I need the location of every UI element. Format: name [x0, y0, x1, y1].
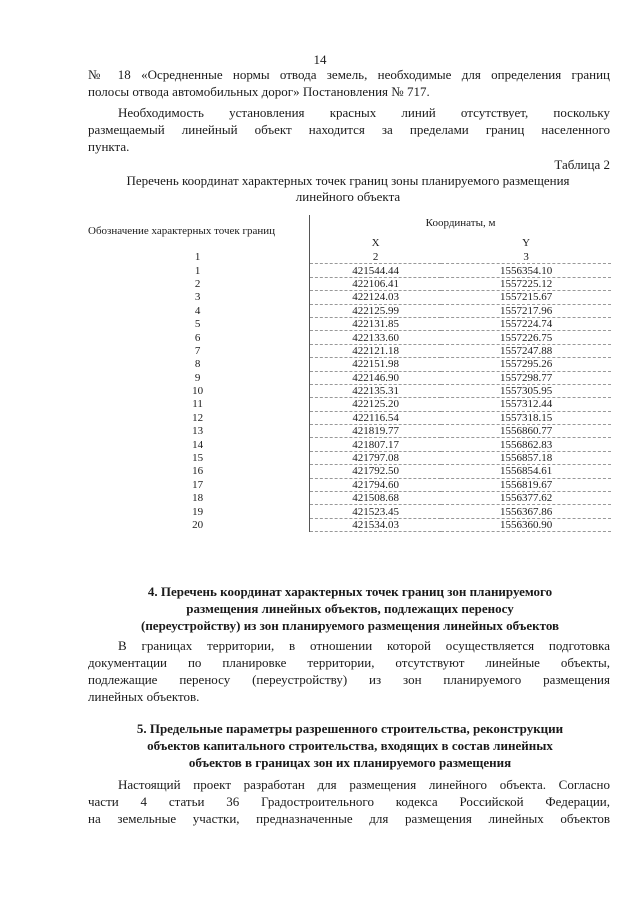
- table-row: [86, 411, 611, 424]
- point-number-cell: 20: [86, 518, 310, 531]
- point-number-cell: 17: [86, 478, 310, 491]
- point-number-cell: 12: [86, 411, 310, 424]
- x-coordinate-cell: 421523.45: [310, 505, 442, 518]
- heading-line: 4. Перечень координат характерных точек границ зон планируемого: [147, 584, 553, 599]
- x-coordinate-cell: 421819.77: [310, 425, 442, 438]
- x-coordinate-cell: 422125.99: [310, 304, 442, 317]
- y-coordinate-cell: 1557247.88: [441, 344, 611, 357]
- col-header-coordinates: Координаты, м: [425, 217, 496, 229]
- x-coordinate-cell: 421797.08: [310, 451, 442, 464]
- point-number-cell: 19: [86, 505, 310, 518]
- text-line: полосы отвода автомобильных дорог» Постановления № 717.: [88, 84, 430, 99]
- x-coordinate-cell: 422146.90: [310, 371, 442, 384]
- point-number-cell: 15: [86, 451, 310, 464]
- x-coordinate-cell: 421534.03: [310, 518, 442, 531]
- point-number-cell: 2: [86, 277, 310, 290]
- heading-line: размещения линейных объектов, подлежащих переносу: [186, 601, 514, 616]
- text-line: размещаемый линейный объект находится за пределами границ населенного: [88, 122, 610, 137]
- y-coordinate-cell: 1556360.90: [441, 518, 611, 531]
- index-cell: 1: [86, 251, 310, 264]
- x-coordinate-cell: 422125.20: [310, 398, 442, 411]
- y-coordinate-cell: 1557312.44: [441, 398, 611, 411]
- heading-line: 5. Предельные параметры разрешенного строительства, реконструкции: [136, 721, 564, 736]
- point-number-cell: 14: [86, 438, 310, 451]
- x-coordinate-cell: 422121.18: [310, 344, 442, 357]
- section-5-body: [88, 776, 610, 827]
- table-row: [86, 358, 611, 371]
- table-row: [86, 384, 611, 397]
- col-header-points: Обозначение характерных точек границ: [86, 215, 310, 251]
- x-coordinate-cell: 422151.98: [310, 358, 442, 371]
- y-coordinate-cell: 1556854.61: [441, 465, 611, 478]
- coordinates-table-body: [86, 264, 611, 532]
- heading-line: объектов капитального строительства, входящих в состав линейных: [147, 738, 553, 753]
- table-row: [86, 317, 611, 330]
- text-line: пункта.: [88, 139, 130, 154]
- x-coordinate-cell: 422106.41: [310, 277, 442, 290]
- point-number-cell: 16: [86, 465, 310, 478]
- caption-line: линейного объекта: [295, 189, 401, 204]
- y-coordinate-cell: 1557318.15: [441, 411, 611, 424]
- x-coordinate-cell: 422133.60: [310, 331, 442, 344]
- col-header-y: Y: [522, 236, 531, 249]
- x-coordinate-cell: 421794.60: [310, 478, 442, 491]
- point-number-cell: 11: [86, 398, 310, 411]
- y-coordinate-cell: 1556862.83: [441, 438, 611, 451]
- x-coordinate-cell: 421792.50: [310, 465, 442, 478]
- text-line: подлежащие переносу (переустройству) из зон планируемого размещения: [88, 672, 610, 687]
- table-caption: [88, 173, 608, 205]
- page-number: 14: [313, 52, 327, 67]
- y-coordinate-cell: 1557217.96: [441, 304, 611, 317]
- point-number-cell: 7: [86, 344, 310, 357]
- y-coordinate-cell: 1557298.77: [441, 371, 611, 384]
- table-row: [86, 371, 611, 384]
- y-coordinate-cell: 1557224.74: [441, 317, 611, 330]
- text-line: Необходимость установления красных линий отсутствует, поскольку: [118, 105, 610, 120]
- point-number-cell: 5: [86, 317, 310, 330]
- point-number-cell: 3: [86, 291, 310, 304]
- table-row: [86, 518, 611, 531]
- index-cell: 2: [310, 251, 442, 264]
- y-coordinate-cell: 1557226.75: [441, 331, 611, 344]
- table-row: [86, 438, 611, 451]
- table-row: [86, 465, 611, 478]
- table-row: [86, 478, 611, 491]
- col-header-x: X: [371, 236, 380, 249]
- x-coordinate-cell: 421544.44: [310, 264, 442, 277]
- text-line: части 4 статьи 36 Градостроительного кодекса Российской Федерации,: [88, 794, 610, 809]
- x-coordinate-cell: 422135.31: [310, 384, 442, 397]
- section-5-heading: [80, 720, 620, 771]
- x-coordinate-cell: 422116.54: [310, 411, 442, 424]
- table-row: [86, 331, 611, 344]
- point-number-cell: 13: [86, 425, 310, 438]
- y-coordinate-cell: 1557305.95: [441, 384, 611, 397]
- table-label: Таблица 2: [554, 157, 610, 172]
- text-line: Настоящий проект разработан для размещения линейного объекта. Согласно: [118, 777, 610, 792]
- section-4-body: [88, 637, 610, 705]
- x-coordinate-cell: 421508.68: [310, 492, 442, 505]
- intro-paragraph: [88, 66, 610, 100]
- point-number-cell: 1: [86, 264, 310, 277]
- y-coordinate-cell: 1556377.62: [441, 492, 611, 505]
- red-lines-paragraph: [88, 104, 610, 155]
- table-row: [86, 505, 611, 518]
- y-coordinate-cell: 1556367.86: [441, 505, 611, 518]
- table-row: [86, 264, 611, 277]
- y-coordinate-cell: 1557295.26: [441, 358, 611, 371]
- table-row: [86, 277, 611, 290]
- x-coordinate-cell: 421807.17: [310, 438, 442, 451]
- y-coordinate-cell: 1556819.67: [441, 478, 611, 491]
- text-line: В границах территории, в отношении которой осуществляется подготовка: [118, 638, 610, 653]
- text-line: на земельные участки, предназначенные для размещения линейных объектов: [88, 811, 610, 826]
- x-coordinate-cell: 422124.03: [310, 291, 442, 304]
- table-row: [86, 425, 611, 438]
- heading-line: (переустройству) из зон планируемого размещения линейных объектов: [140, 618, 560, 633]
- text-line: линейных объектов.: [88, 689, 200, 704]
- table-row: [86, 492, 611, 505]
- index-cell: 3: [441, 251, 611, 264]
- point-number-cell: 8: [86, 358, 310, 371]
- table-row: [86, 304, 611, 317]
- x-coordinate-cell: 422131.85: [310, 317, 442, 330]
- text-line: документации по планировке территории, отсутствуют линейные объекты,: [88, 655, 610, 670]
- point-number-cell: 4: [86, 304, 310, 317]
- caption-line: Перечень координат характерных точек границ зоны планируемого размещения: [126, 173, 570, 188]
- y-coordinate-cell: 1556857.18: [441, 451, 611, 464]
- y-coordinate-cell: 1557215.67: [441, 291, 611, 304]
- point-number-cell: 6: [86, 331, 310, 344]
- table-row: [86, 291, 611, 304]
- point-number-cell: 18: [86, 492, 310, 505]
- table-row: [86, 344, 611, 357]
- text-line: № 18 «Осредненные нормы отвода земель, необходимые для определения границ: [88, 67, 610, 82]
- point-number-cell: 10: [86, 384, 310, 397]
- coordinates-table: [86, 215, 611, 532]
- y-coordinate-cell: 1557225.12: [441, 277, 611, 290]
- section-4-heading: [80, 583, 620, 634]
- point-number-cell: 9: [86, 371, 310, 384]
- y-coordinate-cell: 1556354.10: [441, 264, 611, 277]
- table-row: [86, 451, 611, 464]
- y-coordinate-cell: 1556860.77: [441, 425, 611, 438]
- heading-line: объектов в границах зон их планируемого размещения: [188, 755, 512, 770]
- table-row: [86, 398, 611, 411]
